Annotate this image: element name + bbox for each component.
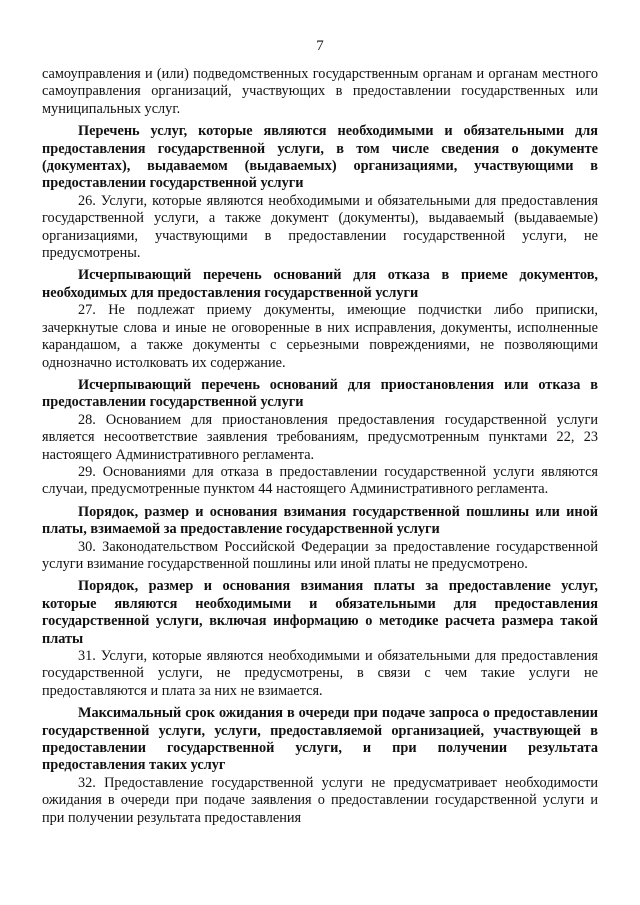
paragraph-31: 31. Услуги, которые являются необходимыми и обязательными для предоставления государственной услуги, не предусмотрены, в связи с чем такие услуги не предоставляются и плата за них не взимается.: [42, 648, 598, 699]
paragraph-27: 27. Не подлежат приему документы, имеющие подчистки либо приписки, зачеркнутые слова и иные не оговоренные в них исправления, документы, исполненные карандашом, а также документы с серьезными повреждениями, не позволяющими однозначно истолковать их содержание.: [42, 302, 598, 371]
document-body: [42, 66, 598, 827]
section-heading-queue-time: Максимальный срок ожидания в очереди при подаче запроса о предоставлении государственной услуги, услуги, предоставляемой организацией, участвующей в предоставлении государственной услуги, и при получении результата предоставления таких услуг: [42, 705, 598, 774]
page-number: 7: [316, 38, 324, 54]
section-heading-suspension-grounds: Исчерпывающий перечень оснований для приостановления или отказа в предоставлении государственной услуги: [42, 376, 598, 411]
section-heading-fee-for-services: Порядок, размер и основания взимания платы за предоставление услуг, которые являются необходимыми и обязательными для предоставления государственной услуги, включая информацию о методике расчета размера такой платы: [42, 578, 598, 647]
paragraph-32: 32. Предоставление государственной услуги не предусматривает необходимости ожидания в очереди при подаче заявления о предоставлении государственной услуги и при получении результата предоставления: [42, 774, 598, 826]
paragraph-continuation: самоуправления и (или) подведомственных государственным органам и органам местного самоуправления организаций, участвующих в предоставлении государственных или муниципальных услуг.: [42, 66, 598, 117]
section-heading-state-fee: Порядок, размер и основания взимания государственной пошлины или иной платы, взимаемой за предоставление государственной услуги: [42, 503, 598, 538]
paragraph-30: 30. Законодательством Российской Федерации за предоставление государственной услуги взимание государственной пошлины или иной платы не предусмотрено.: [42, 538, 598, 572]
section-heading-refusal-grounds-documents: Исчерпывающий перечень оснований для отказа в приеме документов, необходимых для предоставления государственной услуги: [42, 267, 598, 301]
section-heading-required-services: Перечень услуг, которые являются необходимыми и обязательными для предоставления государственной услуги, в том числе сведения о документе (документах), выдаваемом (выдаваемых) организациями, участвующими в предоставлении государственной услуги: [42, 123, 598, 192]
paragraph-29: 29. Основаниями для отказа в предоставлении государственной услуги являются случаи, предусмотренные пунктом 44 настоящего Административного регламента.: [42, 463, 598, 498]
paragraph-28: 28. Основанием для приостановления предоставления государственной услуги является несоответствие заявления требованиям, предусмотренным пунктами 22, 23 настоящего Административного регламента.: [42, 411, 598, 463]
paragraph-26: 26. Услуги, которые являются необходимыми и обязательными для предоставления государственной услуги, а также документ (документы), выдаваемый (выдаваемые) организациями, участвующими в предоставлении государственной услуги, не предусмотрены.: [42, 192, 598, 262]
